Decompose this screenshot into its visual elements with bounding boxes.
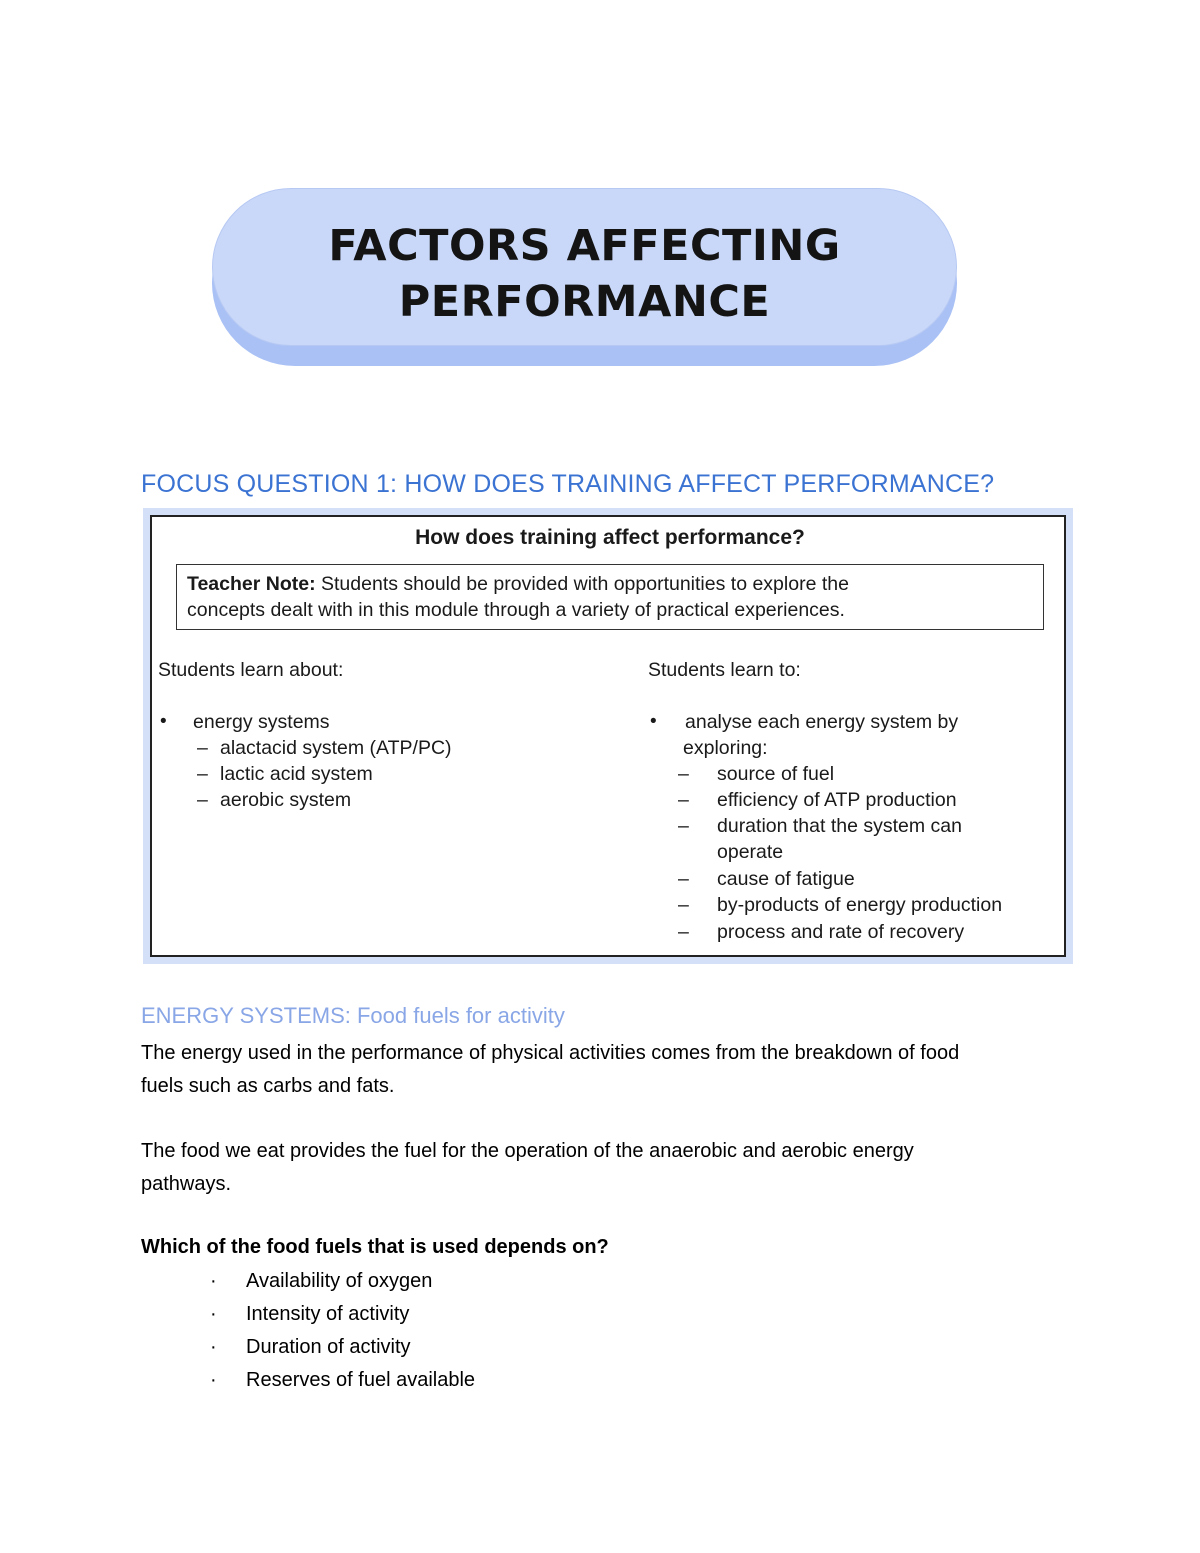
list-item (210, 1336, 411, 1359)
teacher-note (176, 564, 1044, 630)
dash-icon: – (678, 921, 689, 943)
teacher-note-text-1: Students should be provided with opportunities to explore the (315, 573, 849, 595)
food-fuel-question: Which of the food fuels that is used depends on? (141, 1236, 609, 1258)
learn-about-sub-item: aerobic system (220, 789, 352, 811)
list-item (210, 1303, 409, 1326)
focus-question-heading: FOCUS QUESTION 1: HOW DOES TRAINING AFFECT PERFORMANCE? (141, 470, 995, 498)
learn-to-bullet-line-2: exploring: (683, 737, 768, 759)
dash-icon: – (197, 789, 208, 811)
learn-about-heading: Students learn about: (158, 659, 344, 681)
teacher-note-line-1 (187, 571, 1033, 597)
teacher-note-label: Teacher Note: (187, 573, 316, 595)
dash-icon: – (197, 763, 208, 785)
factor-label: Duration of activity (246, 1336, 411, 1358)
middot-icon: · (210, 1303, 217, 1325)
paragraph-line: pathways. (141, 1173, 232, 1195)
syllabus-box (150, 515, 1066, 957)
bullet-icon: • (650, 711, 657, 732)
page-title (212, 218, 957, 330)
dash-icon: – (197, 737, 208, 759)
learn-to-heading: Students learn to: (648, 659, 801, 681)
learn-to-sub-item: efficiency of ATP production (717, 789, 957, 811)
factor-label: Intensity of activity (246, 1303, 410, 1325)
learn-to-sub-item: duration that the system can (717, 815, 962, 837)
middot-icon: · (210, 1270, 217, 1292)
dash-icon: – (678, 815, 689, 837)
paragraph-line: The energy used in the performance of physical activities comes from the breakdown of food (141, 1042, 960, 1064)
learn-to-sub-item: by-products of energy production (717, 894, 1003, 916)
learn-about-sub-item: lactic acid system (220, 763, 373, 785)
syllabus-title: How does training affect performance? (415, 526, 805, 549)
energy-systems-heading: ENERGY SYSTEMS: Food fuels for activity (141, 1003, 565, 1028)
page-title-line-2: PERFORMANCE (398, 277, 771, 327)
dash-icon: – (678, 789, 689, 811)
middot-icon: · (210, 1336, 217, 1358)
learn-to-sub-item: source of fuel (717, 763, 835, 785)
factor-label: Reserves of fuel available (246, 1369, 476, 1391)
learn-to-sub-item-continued: operate (717, 841, 784, 863)
list-item (210, 1270, 432, 1293)
paragraph-line: fuels such as carbs and fats. (141, 1075, 395, 1097)
list-item (210, 1369, 475, 1392)
teacher-note-line-2: concepts dealt with in this module through a variety of practical experiences. (187, 599, 845, 621)
dash-icon: – (678, 894, 689, 916)
dash-icon: – (678, 868, 689, 890)
paragraph-line: The food we eat provides the fuel for the operation of the anaerobic and aerobic energy (141, 1140, 914, 1162)
learn-about-bullet: energy systems (193, 711, 330, 733)
paragraph-energy-breakdown (141, 1037, 1061, 1103)
page-title-line-1: FACTORS AFFECTING (328, 221, 841, 271)
paragraph-food-fuel (141, 1135, 1061, 1201)
bullet-icon: • (160, 711, 167, 732)
learn-to-bullet-line-1: analyse each energy system by (685, 711, 959, 733)
factor-label: Availability of oxygen (246, 1270, 433, 1292)
learn-to-sub-item: process and rate of recovery (717, 921, 965, 943)
title-banner (212, 188, 957, 368)
learn-about-sub-item: alactacid system (ATP/PC) (220, 737, 452, 759)
learn-to-sub-item: cause of fatigue (717, 868, 855, 890)
dash-icon: – (678, 763, 689, 785)
middot-icon: · (210, 1369, 217, 1391)
